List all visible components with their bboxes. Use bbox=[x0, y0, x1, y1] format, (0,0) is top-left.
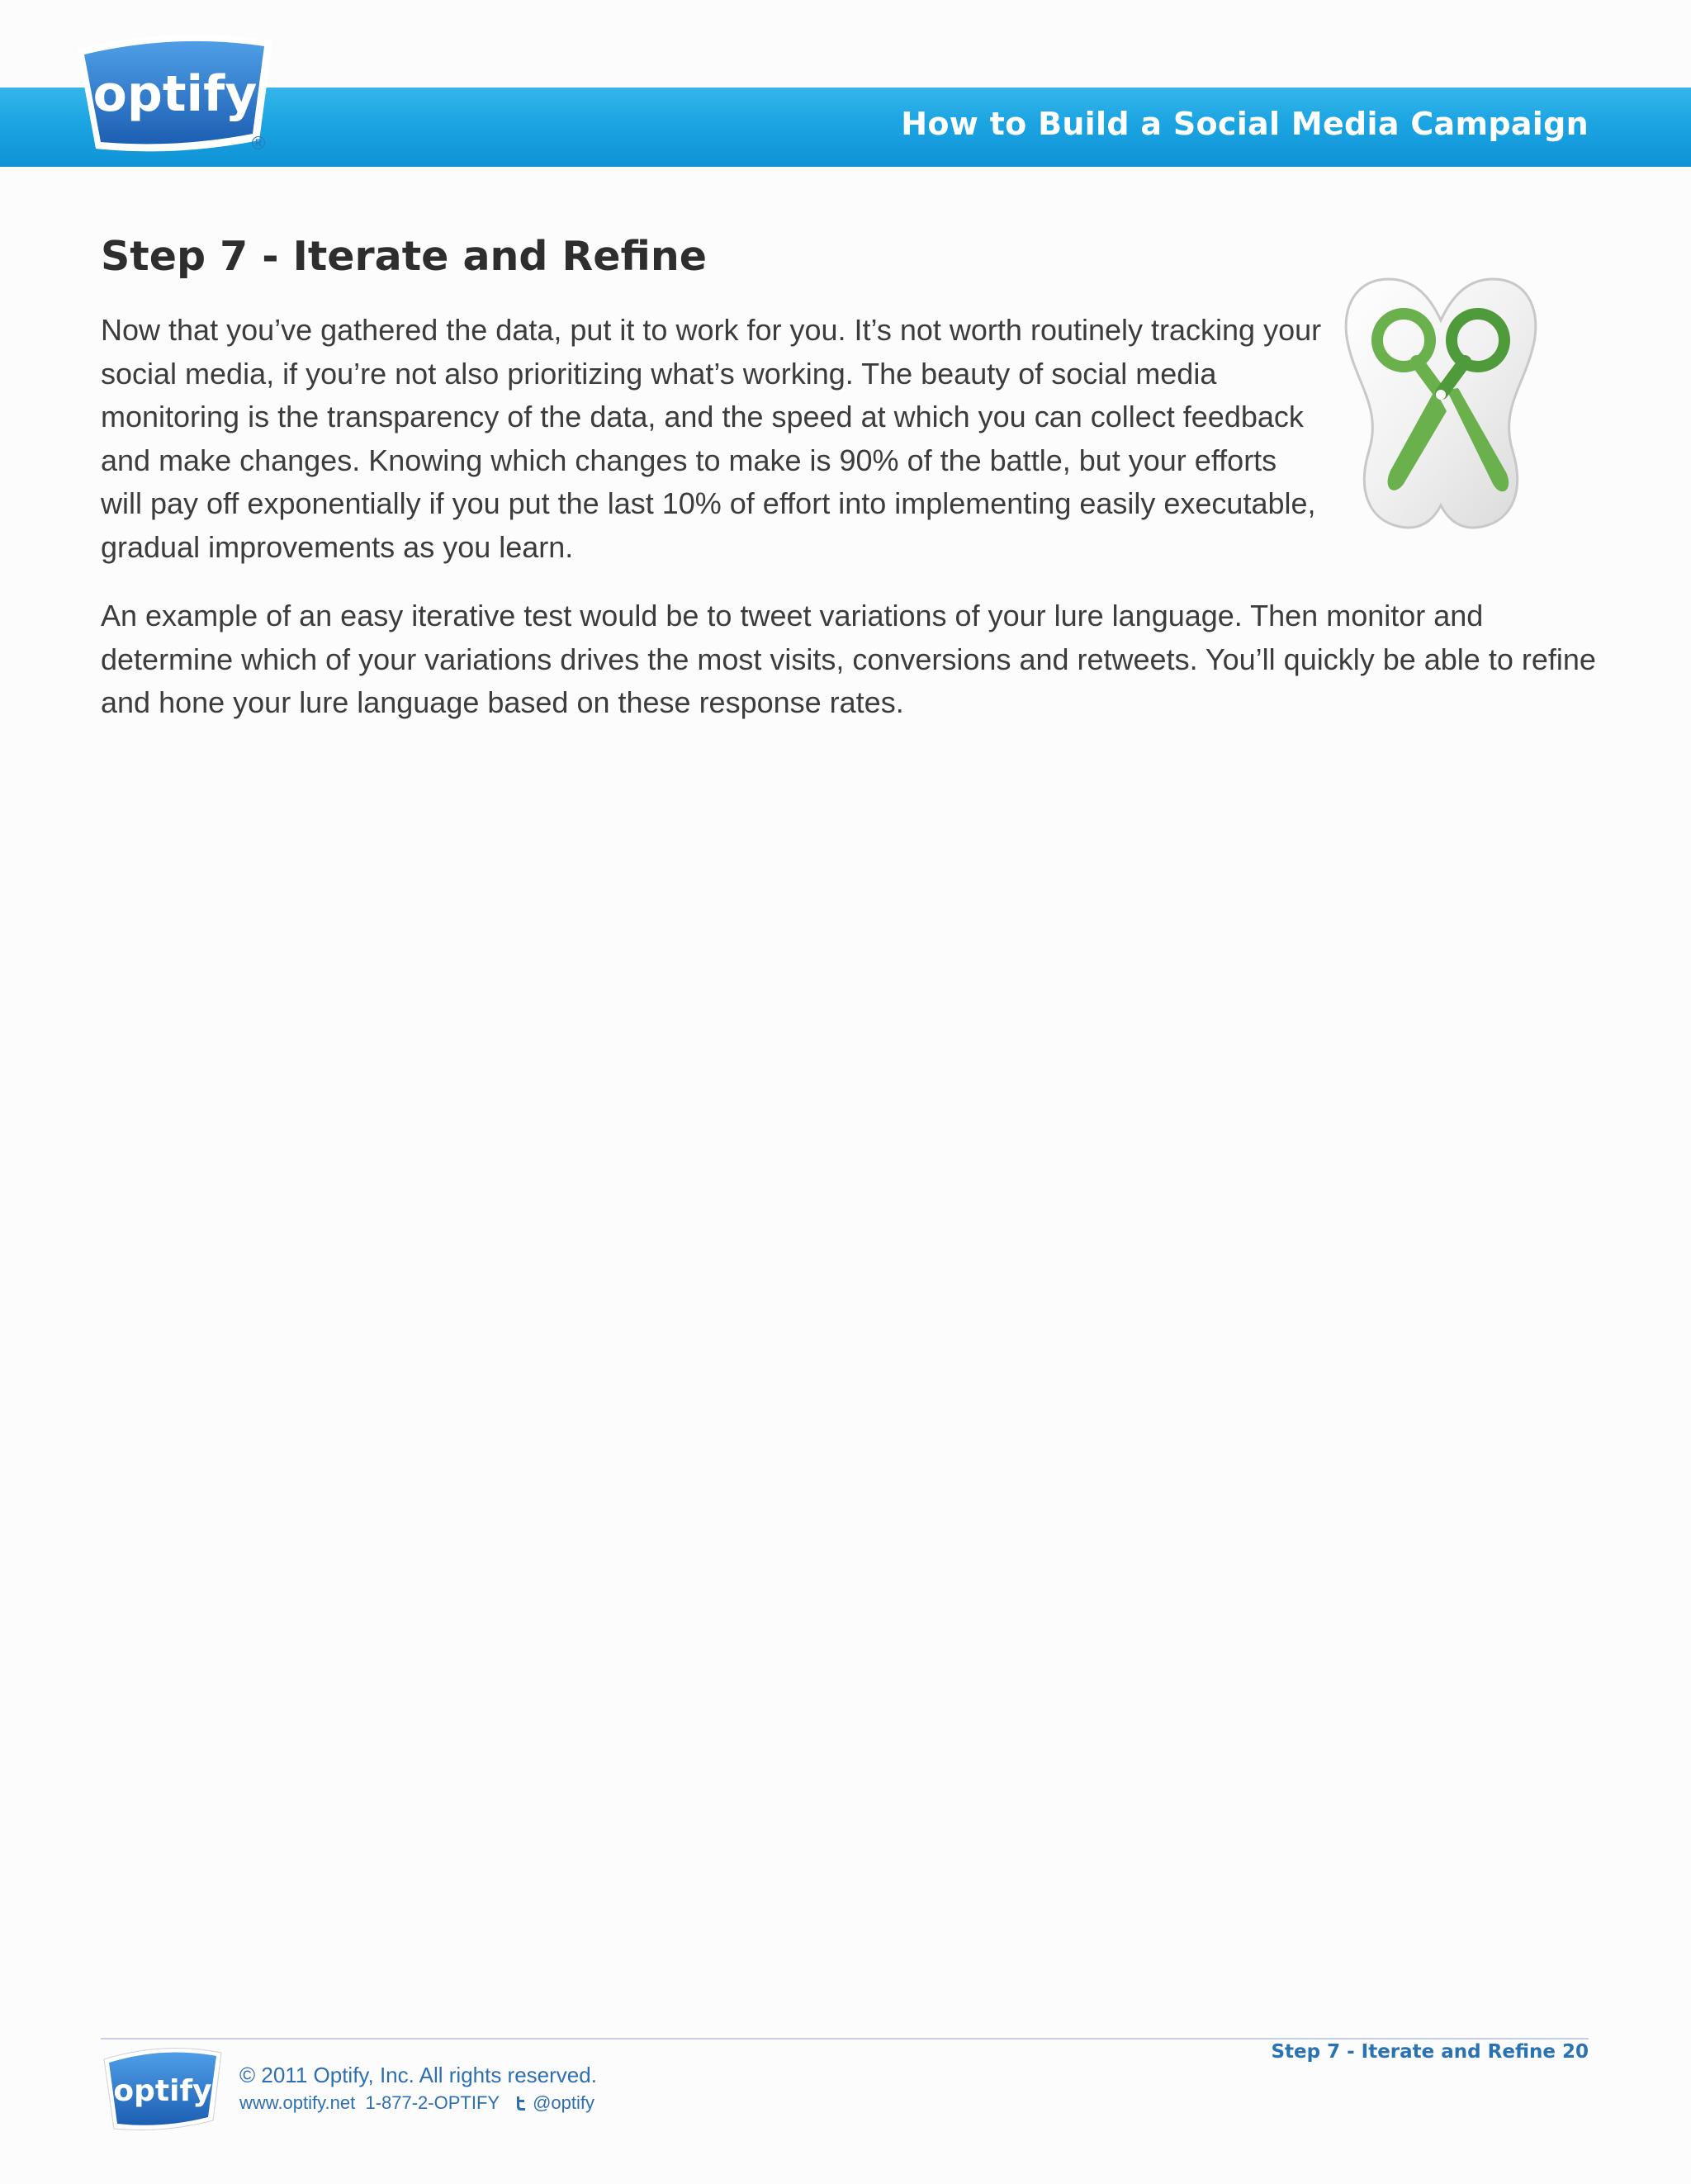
document-title: How to Build a Social Media Campaign bbox=[901, 106, 1589, 142]
footer-divider bbox=[101, 2038, 1589, 2040]
optify-footer-logo bbox=[101, 2043, 225, 2135]
body-paragraph: Now that you’ve gathered the data, put it to work for you. It’s not worth routinely tracking your social media, if you’re not also prioritizing what’s working. The beauty of social media monitoring is the transparency of the data, and the speed at which you can collect feedback and make changes. Knowing which changes to make is 90% of the battle, but your efforts will pay off exponentially if you put the last 10% of effort into implementing easily executable, gradual improvements as you learn. bbox=[101, 313, 1322, 564]
section-heading: Step 7 - Iterate and Refine bbox=[101, 233, 707, 280]
phone-number: 1-877-2-OPTIFY bbox=[365, 2092, 500, 2113]
logo-text: optify bbox=[92, 65, 258, 123]
footer-section-name: Step 7 - Iterate and Refine bbox=[1271, 2041, 1556, 2063]
scissors-icon bbox=[1338, 272, 1544, 537]
registered-mark: ® bbox=[249, 134, 268, 154]
contact-line bbox=[239, 2092, 594, 2114]
twitter-handle[interactable]: @optify bbox=[533, 2092, 594, 2113]
website-link[interactable]: www.optify.net bbox=[239, 2092, 356, 2113]
body-paragraph: An example of an easy iterative test would be to tweet variations of your lure language. Then monitor and determine which of your variations drives the most visits, conversions and retweets. You’ll quickly be able to refine and hone your lure language based on these response rates. bbox=[101, 599, 1596, 720]
page-number: 20 bbox=[1561, 2041, 1589, 2063]
twitter-icon bbox=[513, 2095, 529, 2111]
footer-page-label bbox=[1271, 2041, 1589, 2063]
footer-logo-text: optify bbox=[113, 2074, 212, 2108]
optify-logo bbox=[73, 28, 277, 160]
copyright-notice: © 2011 Optify, Inc. All rights reserved. bbox=[239, 2063, 597, 2087]
